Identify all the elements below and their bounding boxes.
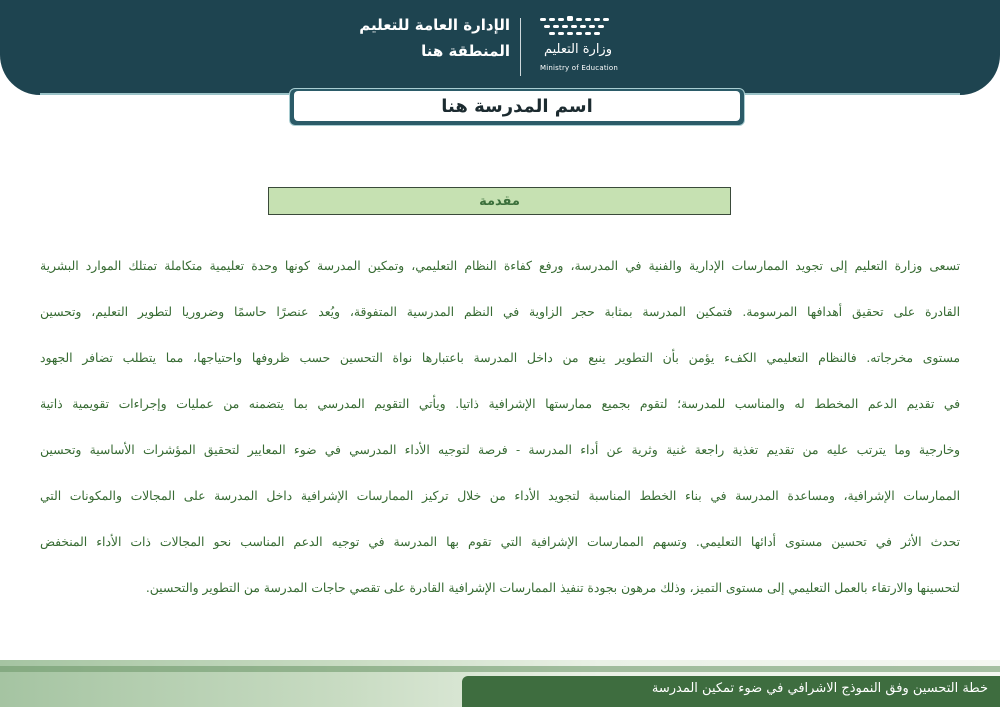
- introduction-text: [40, 243, 960, 611]
- ministry-logo-arabic: وزارة التعليم: [543, 42, 612, 57]
- paragraph-line: الممارسات الإشرافية، ومساعدة المدرسة في بناء الخطط المناسبة لتجويد الأداء من خلال تركيز الممارسات الإشرافية داخل المدرسة على المجالات والمكونات التي: [40, 489, 960, 503]
- department-line-1: الإدارة العامة للتعليم: [359, 16, 510, 34]
- paragraph-line: وخارجية وما يترتب عليه من تقديم تغذية راجعة غنية وثرية عن أداء المدرسة - فرصة لتوجيه الأداء المدرسي في ضوء المعايير لتحقيق المؤشرات الأساسية وتحسين: [40, 443, 960, 457]
- paragraph-line: تسعى وزارة التعليم إلى تجويد الممارسات الإدارية والفنية في المدرسة، ورفع كفاءة النظام التعليمي، وتمكين المدرسة كونها وحدة تعليمية متكاملة تمتلك الموارد البشرية: [40, 259, 960, 273]
- paragraph-line: القادرة على تحقيق أهدافها المرسومة. فتمكين المدرسة بمثابة حجر الزاوية في النظم المدرسية المتفوقة، ويُعد عنصرًا حاسمًا وضروريا لتطوير التعليم، وتحسين: [40, 305, 960, 319]
- ministry-logo-english: Ministry of Education: [540, 64, 619, 72]
- school-name: اسم المدرسة هنا: [294, 91, 740, 121]
- ministry-logo: [536, 14, 626, 80]
- paragraph-line: في تقديم الدعم المخطط له والمناسب للمدرسة؛ لتقوم بجميع ممارستها الإشرافية ذاتيا. ويأتي التقويم المدرسي بما يتضمنه من عمليات وإجراءات تقويمية ذاتية: [40, 397, 960, 411]
- header-divider: [520, 18, 521, 76]
- footer-title: خطة التحسين وفق النموذج الاشرافي في ضوء تمكين المدرسة: [651, 681, 988, 696]
- ministry-logo-icon: [540, 16, 612, 36]
- footer-strip: [0, 666, 1000, 672]
- school-name-box: [289, 88, 745, 126]
- paragraph-line: مستوى مخرجاته. فالنظام التعليمي الكفء يؤمن بأن التطوير ينبع من داخل المدرسة باعتبارها نواة التحسين حسب ظروفها واحتياجها، مما يتطلب تضافر الجهود: [40, 351, 960, 365]
- section-title: مقدمة: [268, 187, 731, 215]
- page-footer: [0, 660, 1000, 707]
- department-line-2: المنطقة هنا: [421, 42, 510, 60]
- paragraph-line: تحدث الأثر في تحسين مستوى أدائها التعليمي. وتسهم الممارسات الإشرافية التي تقوم بها المدرسة في توجيه الدعم المناسب نحو المجالات ذات الأداء المنخفض: [40, 535, 960, 549]
- paragraph-line: لتحسينها والارتقاء بالعمل التعليمي إلى مستوى التميز، وذلك مرهون بجودة تنفيذ الممارسات الإشرافية القادرة على تقصي حاجات المدرسة من التطوير والتحسين.: [145, 581, 960, 595]
- department-title: [359, 16, 510, 60]
- page-header: [0, 0, 1000, 95]
